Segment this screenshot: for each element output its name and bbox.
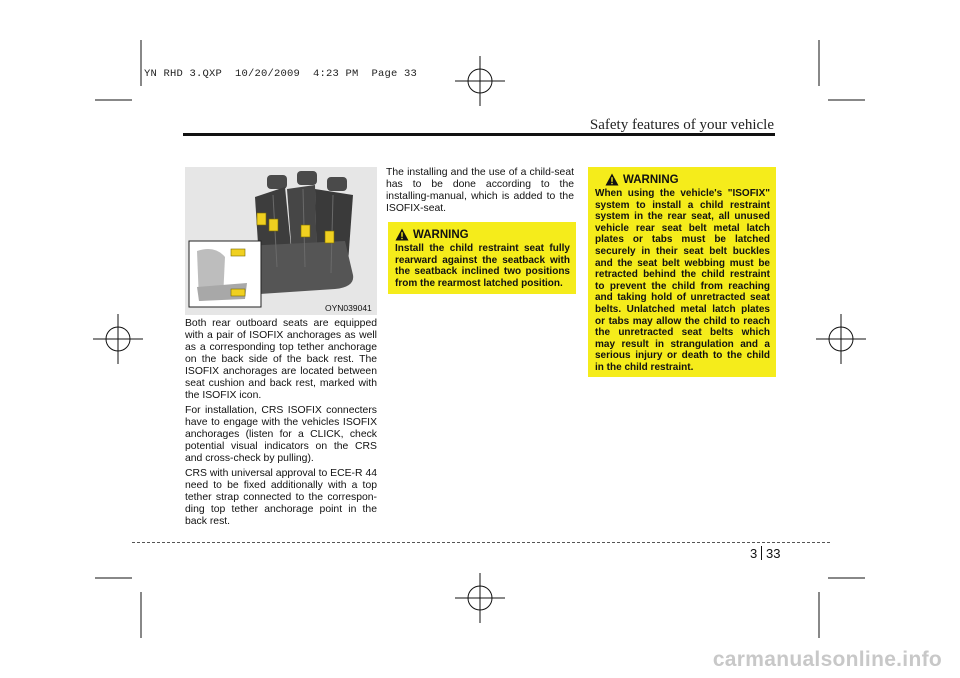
middle-column-text bbox=[386, 167, 574, 218]
warning-triangle-icon bbox=[605, 173, 619, 186]
chapter-number: 3 bbox=[750, 546, 758, 561]
figure-code: OYN039041 bbox=[325, 303, 372, 313]
warning-text: When using the vehicle's "ISOFIX" system to install a child restraint system in the rear seat, all unused vehicle rear seat belt metal latch plates or tabs must be latched securely in their seat belt buckles and the seat belt webbing must be retracted behind the child restraint to prevent the child from reaching and taking hold of unretracted seat belts. Unlatched metal latch plates or tabs may allow the child to reach the unretracted seat belts which may result in strangulation and a serious injury or death to the child in the child restraint. bbox=[595, 188, 770, 373]
warning-box-seat-position bbox=[388, 222, 576, 294]
warning-triangle-icon bbox=[395, 228, 409, 241]
warning-title: WARNING bbox=[413, 228, 469, 241]
title-rule bbox=[183, 133, 775, 136]
paragraph: For installation, CRS ISOFIX connecters have to engage with the vehicles ISOFIX anchorages (listen for a CLICK, check potential visual indicators on the CRS and cross-check by pulling). bbox=[185, 405, 377, 464]
warning-header bbox=[395, 228, 570, 241]
section-title: Safety features of your vehicle bbox=[589, 117, 774, 133]
paragraph: CRS with universal approval to ECE-R 44 need to be fixed additionally with a top tether strap connected to the correspon-ding top tether anchorage point in the back rest. bbox=[185, 468, 377, 527]
warning-title: WARNING bbox=[623, 173, 679, 186]
print-slug: YN RHD 3.QXP 10/20/2009 4:23 PM Page 33 bbox=[144, 68, 418, 80]
footer-rule bbox=[132, 542, 830, 543]
watermark: carmanualsonline.info bbox=[712, 648, 942, 671]
warning-header bbox=[605, 173, 770, 186]
page-number-divider bbox=[761, 546, 762, 560]
left-column-text bbox=[185, 318, 377, 531]
paragraph: The installing and the use of a child-seat has to be done according to the installing-manual, which is added to the ISOFIX-seat. bbox=[386, 167, 574, 214]
warning-text: Install the child restraint seat fully rearward against the seatback with the seatback inclined two positions from the rearmost latched position. bbox=[395, 243, 570, 289]
paragraph: Both rear outboard seats are equipped with a pair of ISOFIX anchorages as well as a corresponding top tether anchorage on the back side of the back rest. The ISOFIX anchorages are located between seat cushion and back rest, marked with the ISOFIX icon. bbox=[185, 318, 377, 401]
rear-seat-illustration bbox=[185, 167, 377, 315]
page-number: 33 bbox=[766, 546, 781, 561]
warning-box-isofix bbox=[588, 167, 776, 377]
